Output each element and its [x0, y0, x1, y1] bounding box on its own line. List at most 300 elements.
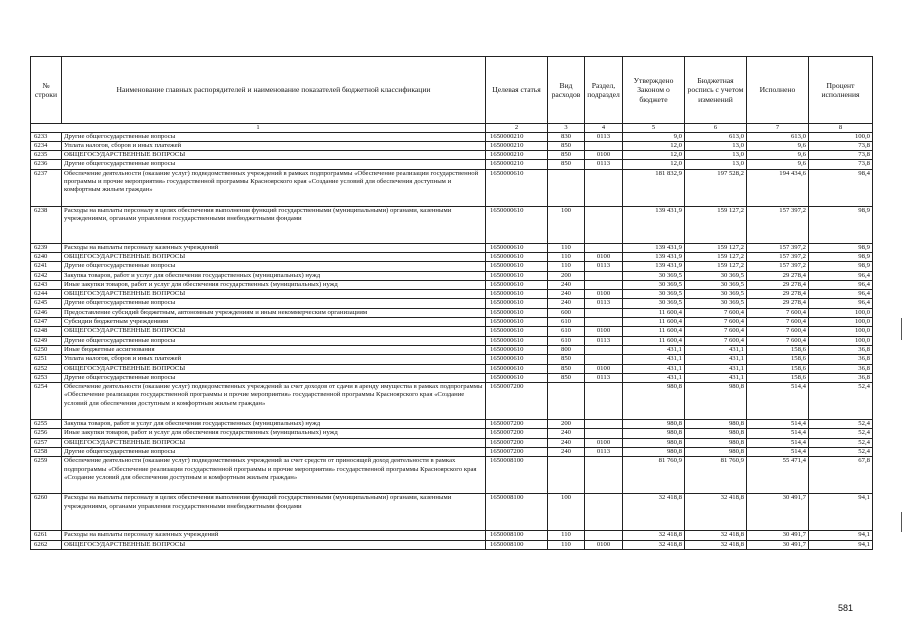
row-expense-type: 240 — [548, 429, 585, 438]
row-executed: 158,6 — [747, 355, 809, 364]
row-percent: 98,9 — [809, 243, 873, 252]
row-approved: 139 431,9 — [623, 252, 685, 261]
row-number: 6255 — [31, 420, 62, 429]
row-budget-list: 980,8 — [685, 420, 747, 429]
row-executed: 157 397,2 — [747, 252, 809, 261]
row-expense-type: 850 — [548, 151, 585, 160]
row-section: 0100 — [585, 252, 623, 261]
row-target-code: 1650000610 — [486, 327, 548, 336]
row-executed: 7 600,4 — [747, 336, 809, 345]
row-number: 6236 — [31, 160, 62, 169]
header-name: Наименование главных распорядителей и наименование показателей бюджетной классификации — [62, 57, 486, 124]
row-budget-list: 30 369,5 — [685, 299, 747, 308]
row-executed: 9,6 — [747, 151, 809, 160]
row-name: ОБЩЕГОСУДАРСТВЕННЫЕ ВОПРОСЫ — [62, 252, 486, 261]
table-row — [31, 308, 873, 317]
row-percent: 98,4 — [809, 169, 873, 206]
table-row — [31, 327, 873, 336]
row-name: Иные закупки товаров, работ и услуг для обеспечения государственных (муниципальных) нужд — [62, 429, 486, 438]
row-section — [585, 494, 623, 531]
row-executed: 158,6 — [747, 345, 809, 354]
row-number: 6261 — [31, 531, 62, 540]
row-expense-type — [548, 383, 585, 420]
row-target-code: 1650000610 — [486, 206, 548, 243]
row-number: 6257 — [31, 438, 62, 447]
row-budget-list: 980,8 — [685, 438, 747, 447]
row-name: Другие общегосударственные вопросы — [62, 336, 486, 345]
row-executed: 7 600,4 — [747, 327, 809, 336]
row-percent: 73,8 — [809, 160, 873, 169]
row-approved: 181 832,9 — [623, 169, 685, 206]
row-target-code: 1650000210 — [486, 141, 548, 150]
row-budget-list: 32 418,8 — [685, 531, 747, 540]
row-executed: 29 278,4 — [747, 271, 809, 280]
row-expense-type: 240 — [548, 290, 585, 299]
row-budget-list: 159 127,2 — [685, 206, 747, 243]
row-percent: 73,8 — [809, 151, 873, 160]
row-name: Другие общегосударственные вопросы — [62, 299, 486, 308]
row-name: Расходы на выплаты персоналу в целях обеспечения выполнения функций государственными (муниципальными) органами, казенными учреждениями, органами управления государственными внебюджетными фондами — [62, 206, 486, 243]
row-budget-list: 159 127,2 — [685, 252, 747, 261]
row-executed: 514,4 — [747, 429, 809, 438]
table-row — [31, 540, 873, 549]
row-name: Другие общегосударственные вопросы — [62, 132, 486, 141]
row-name: Обеспечение деятельности (оказание услуг) подведомственных учреждений за счет средств от приносящей доход деятельности в рамках подпрограммы «Обеспечение реализации государственной программы и прочие мероприятия» государственной программы Красноярского края «Создание условий для обеспечения доступным и комфортным жильем граждан» — [62, 457, 486, 494]
row-approved: 980,8 — [623, 448, 685, 457]
row-target-code: 1650000610 — [486, 364, 548, 373]
row-executed: 514,4 — [747, 448, 809, 457]
table-row — [31, 243, 873, 252]
row-approved: 30 369,5 — [623, 271, 685, 280]
row-budget-list: 159 127,2 — [685, 262, 747, 271]
scan-edge-mark — [901, 318, 902, 340]
table-row — [31, 252, 873, 261]
row-percent: 94,1 — [809, 531, 873, 540]
row-number: 6254 — [31, 383, 62, 420]
row-number: 6239 — [31, 243, 62, 252]
row-percent: 36,8 — [809, 373, 873, 382]
column-number-row — [31, 124, 873, 133]
scan-edge-mark — [901, 512, 902, 532]
row-approved: 30 369,5 — [623, 290, 685, 299]
table-row — [31, 438, 873, 447]
row-target-code: 1650007200 — [486, 438, 548, 447]
row-executed: 29 278,4 — [747, 280, 809, 289]
row-expense-type: 110 — [548, 262, 585, 271]
row-section — [585, 141, 623, 150]
row-target-code: 1650000210 — [486, 151, 548, 160]
row-budget-list: 32 418,8 — [685, 494, 747, 531]
row-section — [585, 457, 623, 494]
row-approved: 139 431,9 — [623, 206, 685, 243]
row-approved: 980,8 — [623, 420, 685, 429]
row-section: 0113 — [585, 448, 623, 457]
table-row — [31, 290, 873, 299]
row-budget-list: 13,0 — [685, 151, 747, 160]
row-target-code: 1650000610 — [486, 262, 548, 271]
header-approved: Утверждено Законом о бюджете — [623, 57, 685, 124]
row-number: 6238 — [31, 206, 62, 243]
column-number: 1 — [31, 124, 486, 133]
row-approved: 431,1 — [623, 355, 685, 364]
row-target-code: 1650000610 — [486, 373, 548, 382]
header-section: Раздел, подраздел — [585, 57, 623, 124]
row-name: ОБЩЕГОСУДАРСТВЕННЫЕ ВОПРОСЫ — [62, 290, 486, 299]
row-number: 6249 — [31, 336, 62, 345]
row-expense-type: 850 — [548, 355, 585, 364]
row-name: Другие общегосударственные вопросы — [62, 373, 486, 382]
budget-execution-table — [30, 56, 873, 550]
header-percent: Процент исполнения — [809, 57, 873, 124]
row-number: 6242 — [31, 271, 62, 280]
row-target-code: 1650000610 — [486, 299, 548, 308]
header-row-no: № строки — [31, 57, 62, 124]
row-expense-type: 110 — [548, 540, 585, 549]
table-row — [31, 271, 873, 280]
row-percent: 98,9 — [809, 206, 873, 243]
row-budget-list: 613,0 — [685, 132, 747, 141]
row-expense-type: 100 — [548, 206, 585, 243]
row-number: 6258 — [31, 448, 62, 457]
row-approved: 12,0 — [623, 160, 685, 169]
row-budget-list: 980,8 — [685, 429, 747, 438]
table-row — [31, 262, 873, 271]
row-target-code: 1650000610 — [486, 271, 548, 280]
row-name: Обеспечение деятельности (оказание услуг) подведомственных учреждений в рамках подпрограммы «Обеспечение реализации государственной программы и прочие мероприятия» государственной программы Красноярского края «Создание условий для обеспечения доступным и комфортным жильем граждан» — [62, 169, 486, 206]
row-number: 6246 — [31, 308, 62, 317]
row-section — [585, 243, 623, 252]
row-name: ОБЩЕГОСУДАРСТВЕННЫЕ ВОПРОСЫ — [62, 540, 486, 549]
row-number: 6233 — [31, 132, 62, 141]
row-section — [585, 280, 623, 289]
row-name: Другие общегосударственные вопросы — [62, 262, 486, 271]
row-section: 0100 — [585, 327, 623, 336]
row-percent: 96,4 — [809, 271, 873, 280]
row-name: Другие общегосударственные вопросы — [62, 448, 486, 457]
row-number: 6250 — [31, 345, 62, 354]
row-number: 6243 — [31, 280, 62, 289]
row-percent: 98,9 — [809, 262, 873, 271]
row-budget-list: 980,8 — [685, 448, 747, 457]
table-row — [31, 494, 873, 531]
row-approved: 30 369,5 — [623, 299, 685, 308]
row-target-code: 1650000610 — [486, 345, 548, 354]
row-target-code: 1650000610 — [486, 243, 548, 252]
row-budget-list: 81 760,9 — [685, 457, 747, 494]
row-section: 0100 — [585, 290, 623, 299]
row-target-code: 1650000610 — [486, 280, 548, 289]
row-percent: 94,1 — [809, 540, 873, 549]
row-percent: 52,4 — [809, 429, 873, 438]
row-section: 0113 — [585, 336, 623, 345]
column-number: 3 — [548, 124, 585, 133]
row-percent: 52,4 — [809, 448, 873, 457]
page-number: 581 — [837, 603, 853, 613]
row-percent: 94,1 — [809, 494, 873, 531]
row-executed: 7 600,4 — [747, 308, 809, 317]
row-percent: 96,4 — [809, 280, 873, 289]
column-number: 7 — [747, 124, 809, 133]
row-name: ОБЩЕГОСУДАРСТВЕННЫЕ ВОПРОСЫ — [62, 151, 486, 160]
row-executed: 613,0 — [747, 132, 809, 141]
row-budget-list: 7 600,4 — [685, 318, 747, 327]
row-approved: 32 418,8 — [623, 531, 685, 540]
table-row — [31, 206, 873, 243]
row-expense-type: 800 — [548, 345, 585, 354]
row-expense-type: 240 — [548, 438, 585, 447]
row-executed: 55 471,4 — [747, 457, 809, 494]
row-section: 0100 — [585, 364, 623, 373]
row-executed: 9,6 — [747, 141, 809, 150]
row-target-code: 1650000210 — [486, 132, 548, 141]
row-percent: 100,0 — [809, 336, 873, 345]
row-number: 6241 — [31, 262, 62, 271]
row-section — [585, 345, 623, 354]
row-number: 6262 — [31, 540, 62, 549]
table-row — [31, 373, 873, 382]
row-name: Предоставление субсидий бюджетным, автономным учреждениям и иным некоммерческим организациям — [62, 308, 486, 317]
row-section — [585, 383, 623, 420]
row-expense-type: 110 — [548, 243, 585, 252]
row-executed: 158,6 — [747, 373, 809, 382]
row-expense-type: 850 — [548, 364, 585, 373]
row-expense-type: 610 — [548, 336, 585, 345]
table-row — [31, 457, 873, 494]
row-budget-list: 431,1 — [685, 373, 747, 382]
row-target-code: 1650007200 — [486, 448, 548, 457]
row-approved: 12,0 — [623, 141, 685, 150]
row-executed: 514,4 — [747, 420, 809, 429]
row-number: 6252 — [31, 364, 62, 373]
row-percent: 100,0 — [809, 132, 873, 141]
row-executed: 30 491,7 — [747, 494, 809, 531]
row-approved: 431,1 — [623, 373, 685, 382]
row-expense-type: 600 — [548, 308, 585, 317]
row-approved: 980,8 — [623, 438, 685, 447]
row-percent: 52,4 — [809, 383, 873, 420]
table-row — [31, 132, 873, 141]
row-name: Закупка товаров, работ и услуг для обеспечения государственных (муниципальных) нужд — [62, 271, 486, 280]
row-approved: 980,8 — [623, 383, 685, 420]
row-number: 6240 — [31, 252, 62, 261]
row-section — [585, 420, 623, 429]
row-approved: 9,0 — [623, 132, 685, 141]
row-executed: 30 491,7 — [747, 540, 809, 549]
row-budget-list: 7 600,4 — [685, 336, 747, 345]
row-expense-type: 240 — [548, 299, 585, 308]
row-approved: 32 418,8 — [623, 540, 685, 549]
row-percent: 36,8 — [809, 364, 873, 373]
row-section — [585, 355, 623, 364]
row-budget-list: 7 600,4 — [685, 327, 747, 336]
row-section: 0100 — [585, 438, 623, 447]
row-budget-list: 431,1 — [685, 364, 747, 373]
row-percent: 98,9 — [809, 252, 873, 261]
row-expense-type: 850 — [548, 141, 585, 150]
row-name: Расходы на выплаты персоналу в целях обеспечения выполнения функций государственными (муниципальными) органами, казенными учреждениями, органами управления государственными внебюджетными фондами — [62, 494, 486, 531]
row-percent: 36,8 — [809, 345, 873, 354]
column-number: 2 — [486, 124, 548, 133]
row-name: Расходы на выплаты персоналу казенных учреждений — [62, 531, 486, 540]
row-name: ОБЩЕГОСУДАРСТВЕННЫЕ ВОПРОСЫ — [62, 327, 486, 336]
row-name: Обеспечение деятельности (оказание услуг) подведомственных учреждений за счет доходов от сдачи в аренду имущества в рамках подпрограммы «Обеспечение реализации государственной программы и прочие мероприятия» государственной программы Красноярского края «Создание условий для обеспечения доступным и комфортным жильем граждан» — [62, 383, 486, 420]
row-approved: 11 600,4 — [623, 327, 685, 336]
row-approved: 11 600,4 — [623, 336, 685, 345]
table-row — [31, 141, 873, 150]
row-name: Расходы на выплаты персоналу казенных учреждений — [62, 243, 486, 252]
row-target-code: 1650008100 — [486, 494, 548, 531]
row-percent: 96,4 — [809, 299, 873, 308]
row-number: 6259 — [31, 457, 62, 494]
row-name: Уплата налогов, сборов и иных платежей — [62, 355, 486, 364]
column-number: 5 — [623, 124, 685, 133]
row-percent: 67,8 — [809, 457, 873, 494]
table-row — [31, 160, 873, 169]
row-executed: 29 278,4 — [747, 299, 809, 308]
table-row — [31, 448, 873, 457]
row-approved: 12,0 — [623, 151, 685, 160]
table-row — [31, 531, 873, 540]
row-number: 6253 — [31, 373, 62, 382]
row-number: 6245 — [31, 299, 62, 308]
row-number: 6244 — [31, 290, 62, 299]
column-number: 8 — [809, 124, 873, 133]
table-row — [31, 345, 873, 354]
table-row — [31, 151, 873, 160]
row-executed: 157 397,2 — [747, 206, 809, 243]
row-target-code: 1650008100 — [486, 531, 548, 540]
row-target-code: 1650000610 — [486, 169, 548, 206]
row-executed: 514,4 — [747, 383, 809, 420]
row-section — [585, 308, 623, 317]
column-number: 6 — [685, 124, 747, 133]
row-budget-list: 980,8 — [685, 383, 747, 420]
row-budget-list: 30 369,5 — [685, 280, 747, 289]
row-expense-type: 240 — [548, 280, 585, 289]
row-percent: 52,4 — [809, 420, 873, 429]
row-expense-type: 110 — [548, 252, 585, 261]
table-row — [31, 383, 873, 420]
row-section: 0113 — [585, 373, 623, 382]
row-number: 6234 — [31, 141, 62, 150]
row-percent: 52,4 — [809, 438, 873, 447]
row-percent: 100,0 — [809, 327, 873, 336]
row-budget-list: 13,0 — [685, 141, 747, 150]
row-approved: 431,1 — [623, 364, 685, 373]
row-section: 0113 — [585, 262, 623, 271]
row-target-code: 1650000210 — [486, 160, 548, 169]
row-budget-list: 32 418,8 — [685, 540, 747, 549]
row-target-code: 1650000610 — [486, 318, 548, 327]
row-name: Закупка товаров, работ и услуг для обеспечения государственных (муниципальных) нужд — [62, 420, 486, 429]
row-number: 6237 — [31, 169, 62, 206]
row-executed: 7 600,4 — [747, 318, 809, 327]
row-budget-list: 7 600,4 — [685, 308, 747, 317]
row-budget-list: 30 369,5 — [685, 271, 747, 280]
row-expense-type: 610 — [548, 327, 585, 336]
table-body — [31, 132, 873, 549]
row-section — [585, 318, 623, 327]
row-budget-list: 13,0 — [685, 160, 747, 169]
row-section — [585, 531, 623, 540]
header-target: Целевая статья — [486, 57, 548, 124]
row-approved: 980,8 — [623, 429, 685, 438]
row-approved: 139 431,9 — [623, 243, 685, 252]
header-expense-type: Вид расходов — [548, 57, 585, 124]
row-number: 6235 — [31, 151, 62, 160]
row-name: Иные бюджетные ассигнования — [62, 345, 486, 354]
header-executed: Исполнено — [747, 57, 809, 124]
table-row — [31, 169, 873, 206]
row-expense-type: 830 — [548, 132, 585, 141]
row-section: 0100 — [585, 540, 623, 549]
row-name: Уплата налогов, сборов и иных платежей — [62, 141, 486, 150]
row-target-code: 1650000610 — [486, 336, 548, 345]
row-name: ОБЩЕГОСУДАРСТВЕННЫЕ ВОПРОСЫ — [62, 364, 486, 373]
table-row — [31, 280, 873, 289]
row-section: 0113 — [585, 132, 623, 141]
row-number: 6247 — [31, 318, 62, 327]
row-expense-type — [548, 169, 585, 206]
row-section — [585, 429, 623, 438]
table-row — [31, 318, 873, 327]
row-section — [585, 169, 623, 206]
row-number: 6248 — [31, 327, 62, 336]
row-target-code: 1650000610 — [486, 355, 548, 364]
row-expense-type: 110 — [548, 531, 585, 540]
row-expense-type: 200 — [548, 271, 585, 280]
row-section: 0113 — [585, 299, 623, 308]
row-approved: 30 369,5 — [623, 280, 685, 289]
row-budget-list: 30 369,5 — [685, 290, 747, 299]
row-expense-type: 200 — [548, 420, 585, 429]
row-expense-type: 610 — [548, 318, 585, 327]
row-target-code: 1650000610 — [486, 252, 548, 261]
row-expense-type — [548, 457, 585, 494]
row-approved: 32 418,8 — [623, 494, 685, 531]
table-row — [31, 364, 873, 373]
row-approved: 81 760,9 — [623, 457, 685, 494]
row-budget-list: 197 528,2 — [685, 169, 747, 206]
row-name: Субсидии бюджетным учреждениям — [62, 318, 486, 327]
header-budget-list: Бюджетная роспись с учетом изменений — [685, 57, 747, 124]
row-section: 0100 — [585, 151, 623, 160]
row-expense-type: 240 — [548, 448, 585, 457]
row-target-code: 1650007200 — [486, 429, 548, 438]
budget-table-sheet — [30, 56, 873, 550]
row-name: Иные закупки товаров, работ и услуг для обеспечения государственных (муниципальных) нужд — [62, 280, 486, 289]
row-executed: 514,4 — [747, 438, 809, 447]
row-target-code: 1650007200 — [486, 420, 548, 429]
row-expense-type: 850 — [548, 373, 585, 382]
row-target-code: 1650008100 — [486, 540, 548, 549]
row-approved: 431,1 — [623, 345, 685, 354]
row-number: 6260 — [31, 494, 62, 531]
row-percent: 36,8 — [809, 355, 873, 364]
row-target-code: 1650000610 — [486, 290, 548, 299]
row-approved: 11 600,4 — [623, 308, 685, 317]
row-percent: 100,0 — [809, 308, 873, 317]
row-target-code: 1650008100 — [486, 457, 548, 494]
row-executed: 158,6 — [747, 364, 809, 373]
row-budget-list: 431,1 — [685, 355, 747, 364]
row-number: 6251 — [31, 355, 62, 364]
column-number: 4 — [585, 124, 623, 133]
row-name: Другие общегосударственные вопросы — [62, 160, 486, 169]
row-percent: 100,0 — [809, 318, 873, 327]
row-budget-list: 159 127,2 — [685, 243, 747, 252]
row-approved: 11 600,4 — [623, 318, 685, 327]
